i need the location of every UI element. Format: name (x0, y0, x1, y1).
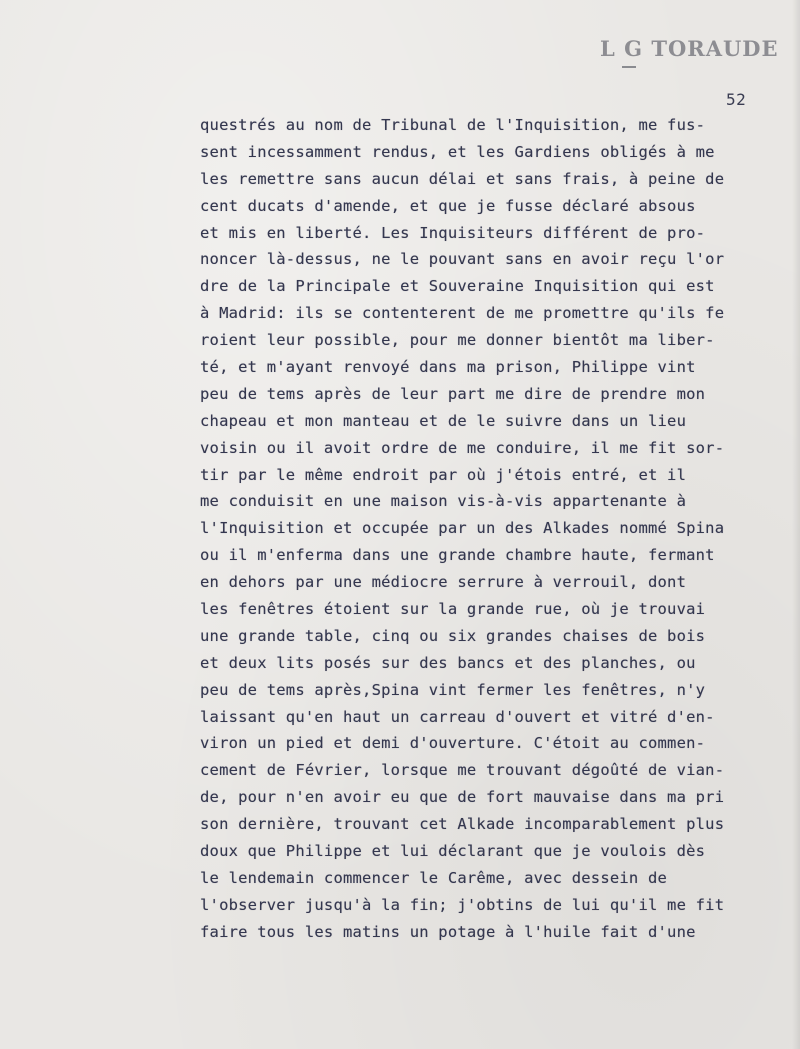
text-line: peu de tems après de leur part me dire de prendre mon (200, 384, 706, 403)
stamp-underline (622, 66, 636, 68)
library-stamp (600, 36, 780, 76)
typed-text-block (200, 112, 790, 946)
text-line: viron un pied et demi d'ouverture. C'étoit au commen- (200, 734, 706, 753)
text-line: l'observer jusqu'à la fin; j'obtins de lui qu'il me fit (200, 895, 725, 914)
text-line: voisin ou il avoit ordre de me conduire, il me fit sor- (200, 438, 725, 457)
text-line: faire tous les matins un potage à l'huile fait d'une (200, 922, 696, 941)
text-line: et mis en liberté. Les Inquisiteurs différent de pro- (200, 223, 706, 242)
text-line: les remettre sans aucun délai et sans frais, à peine de (200, 169, 725, 188)
text-line: les fenêtres étoient sur la grande rue, où je trouvai (200, 600, 706, 619)
text-line: tir par le même endroit par où j'étois entré, et il (200, 465, 687, 484)
text-line: peu de tems après,Spina vint fermer les fenêtres, n'y (200, 680, 706, 699)
text-line: ou il m'enferma dans une grande chambre haute, fermant (200, 546, 715, 565)
text-line: cent ducats d'amende, et que je fusse déclaré absous (200, 196, 696, 215)
text-line: roient leur possible, pour me donner bientôt ma liber- (200, 331, 715, 350)
text-line: doux que Philippe et lui déclarant que je voulois dès (200, 842, 706, 861)
stamp-text: L G TORAUDE (600, 36, 779, 61)
text-line: chapeau et mon manteau et de le suivre dans un lieu (200, 411, 687, 430)
text-line: cement de Février, lorsque me trouvant dégoûté de vian- (200, 761, 725, 780)
text-line: sent incessamment rendus, et les Gardiens obligés à me (200, 142, 715, 161)
text-line: té, et m'ayant renvoyé dans ma prison, Philippe vint (200, 358, 696, 377)
page-edge-shadow (792, 0, 800, 1049)
text-line: son dernière, trouvant cet Alkade incomparablement plus (200, 815, 725, 834)
text-line: noncer là-dessus, ne le pouvant sans en avoir reçu l'or (200, 250, 725, 269)
text-line: l'Inquisition et occupée par un des Alkades nommé Spina (200, 519, 725, 538)
text-line: me conduisit en une maison vis-à-vis appartenante à (200, 492, 687, 511)
text-line: laissant qu'en haut un carreau d'ouvert et vitré d'en- (200, 707, 715, 726)
text-line: le lendemain commencer le Carême, avec dessein de (200, 868, 668, 887)
text-line: dre de la Principale et Souveraine Inquisition qui est (200, 277, 715, 296)
text-line: en dehors par une médiocre serrure à verrouil, dont (200, 573, 687, 592)
text-line: et deux lits posés sur des bancs et des planches, ou (200, 653, 696, 672)
text-line: à Madrid: ils se contenterent de me promettre qu'ils fe (200, 304, 725, 323)
page-number: 52 (726, 90, 747, 109)
text-line: une grande table, cinq ou six grandes chaises de bois (200, 626, 706, 645)
text-line: de, pour n'en avoir eu que de fort mauvaise dans ma pri (200, 788, 725, 807)
text-line: questrés au nom de Tribunal de l'Inquisition, me fus- (200, 116, 706, 134)
